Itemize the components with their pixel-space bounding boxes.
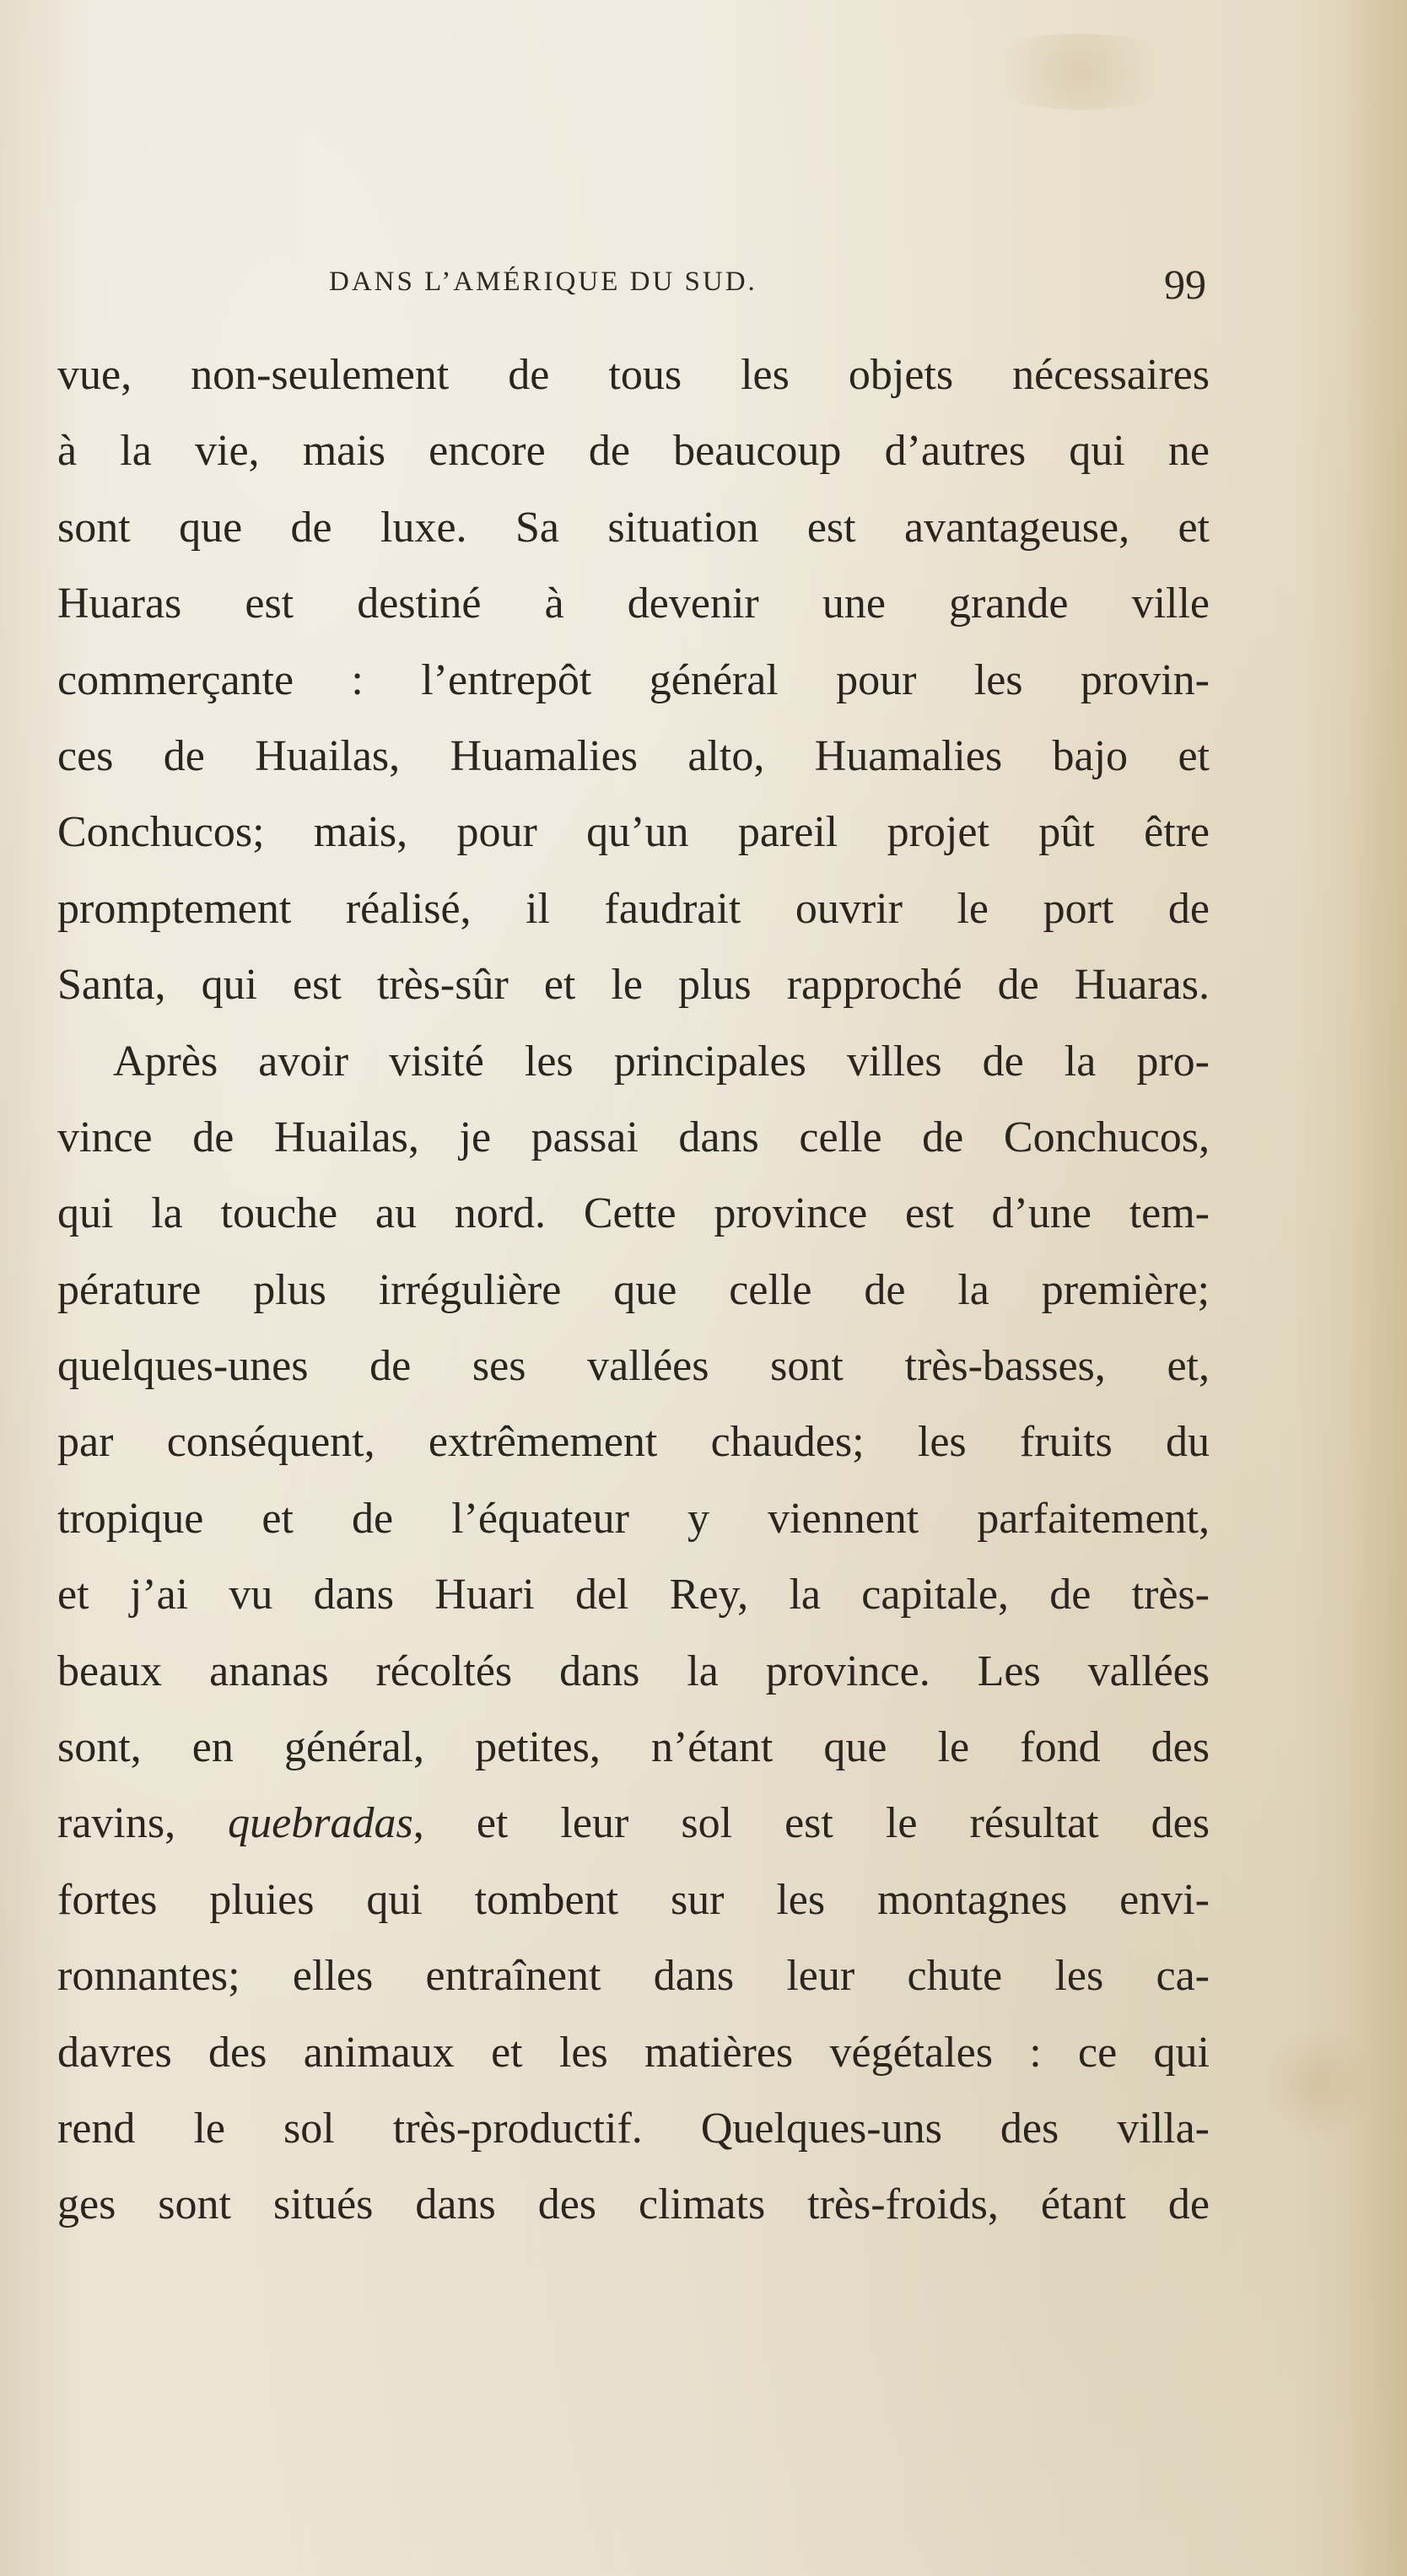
text-line: davres des animaux et les matières végétales : ce qui xyxy=(57,2028,1210,2077)
italic-term: quebradas xyxy=(228,1799,413,1848)
text-line: sont que de luxe. Sa situation est avantageuse, et xyxy=(57,503,1210,552)
text-line-with-italic xyxy=(57,1786,1210,1862)
page-number: 99 xyxy=(1164,261,1206,308)
text-line: rend le sol très-productif. Quelques-uns des villa- xyxy=(57,2104,1210,2153)
text-line: Conchucos; mais, pour qu’un pareil projet pût être xyxy=(57,808,1210,857)
text-line: sont, en général, petites, n’étant que le fond des xyxy=(57,1723,1210,1772)
text-line: beaux ananas récoltés dans la province. Les vallées xyxy=(57,1646,1210,1695)
running-head: DANS L’AMÉRIQUE DU SUD. xyxy=(329,267,757,297)
text-line: ges sont situés dans des climats très-froids, étant de xyxy=(57,2180,1210,2229)
text-line: par conséquent, extrêmement chaudes; les fruits du xyxy=(57,1418,1210,1467)
text-line: qui la touche au nord. Cette province est d’une tem- xyxy=(57,1189,1210,1238)
text-line: vue, non-seulement de tous les objets nécessaires xyxy=(57,351,1210,399)
text-segment: , et leur sol est le résultat des xyxy=(412,1799,1210,1848)
text-line: ces de Huailas, Huamalies alto, Huamalies bajo et xyxy=(57,731,1210,780)
text-line: fortes pluies qui tombent sur les montagnes envi- xyxy=(57,1875,1210,1924)
text-line: Santa, qui est très-sûr et le plus rapproché de Huaras. xyxy=(57,961,1210,1010)
paper-stain xyxy=(970,34,1189,110)
text-line: commerçante : l’entrepôt général pour les provin- xyxy=(57,655,1210,704)
page-edge-shading xyxy=(1348,0,1407,2576)
text-line: tropique et de l’équateur y viennent parfaitement, xyxy=(57,1494,1210,1543)
text-line: à la vie, mais encore de beaucoup d’autres qui ne xyxy=(57,427,1210,476)
text-line: vince de Huailas, je passai dans celle de Conchucos, xyxy=(57,1113,1210,1161)
paragraph-first-line: Après avoir visité les principales villes de la pro- xyxy=(113,1037,1210,1086)
text-line: promptement réalisé, il faudrait ouvrir le port de xyxy=(57,884,1210,933)
body-text xyxy=(57,337,1210,2244)
text-line: ronnantes; elles entraînent dans leur chute les ca- xyxy=(57,1952,1210,2001)
text-line: et j’ai vu dans Huari del Rey, la capitale, de très- xyxy=(57,1571,1210,1619)
text-line: Huaras est destiné à devenir une grande ville xyxy=(57,579,1210,628)
text-line: quelques-unes de ses vallées sont très-basses, et, xyxy=(57,1342,1210,1391)
text-line: pérature plus irrégulière que celle de la première; xyxy=(57,1265,1210,1314)
text-segment: ravins, xyxy=(57,1799,229,1848)
paper-stain xyxy=(1257,2024,1375,2142)
page-header xyxy=(329,260,1206,310)
